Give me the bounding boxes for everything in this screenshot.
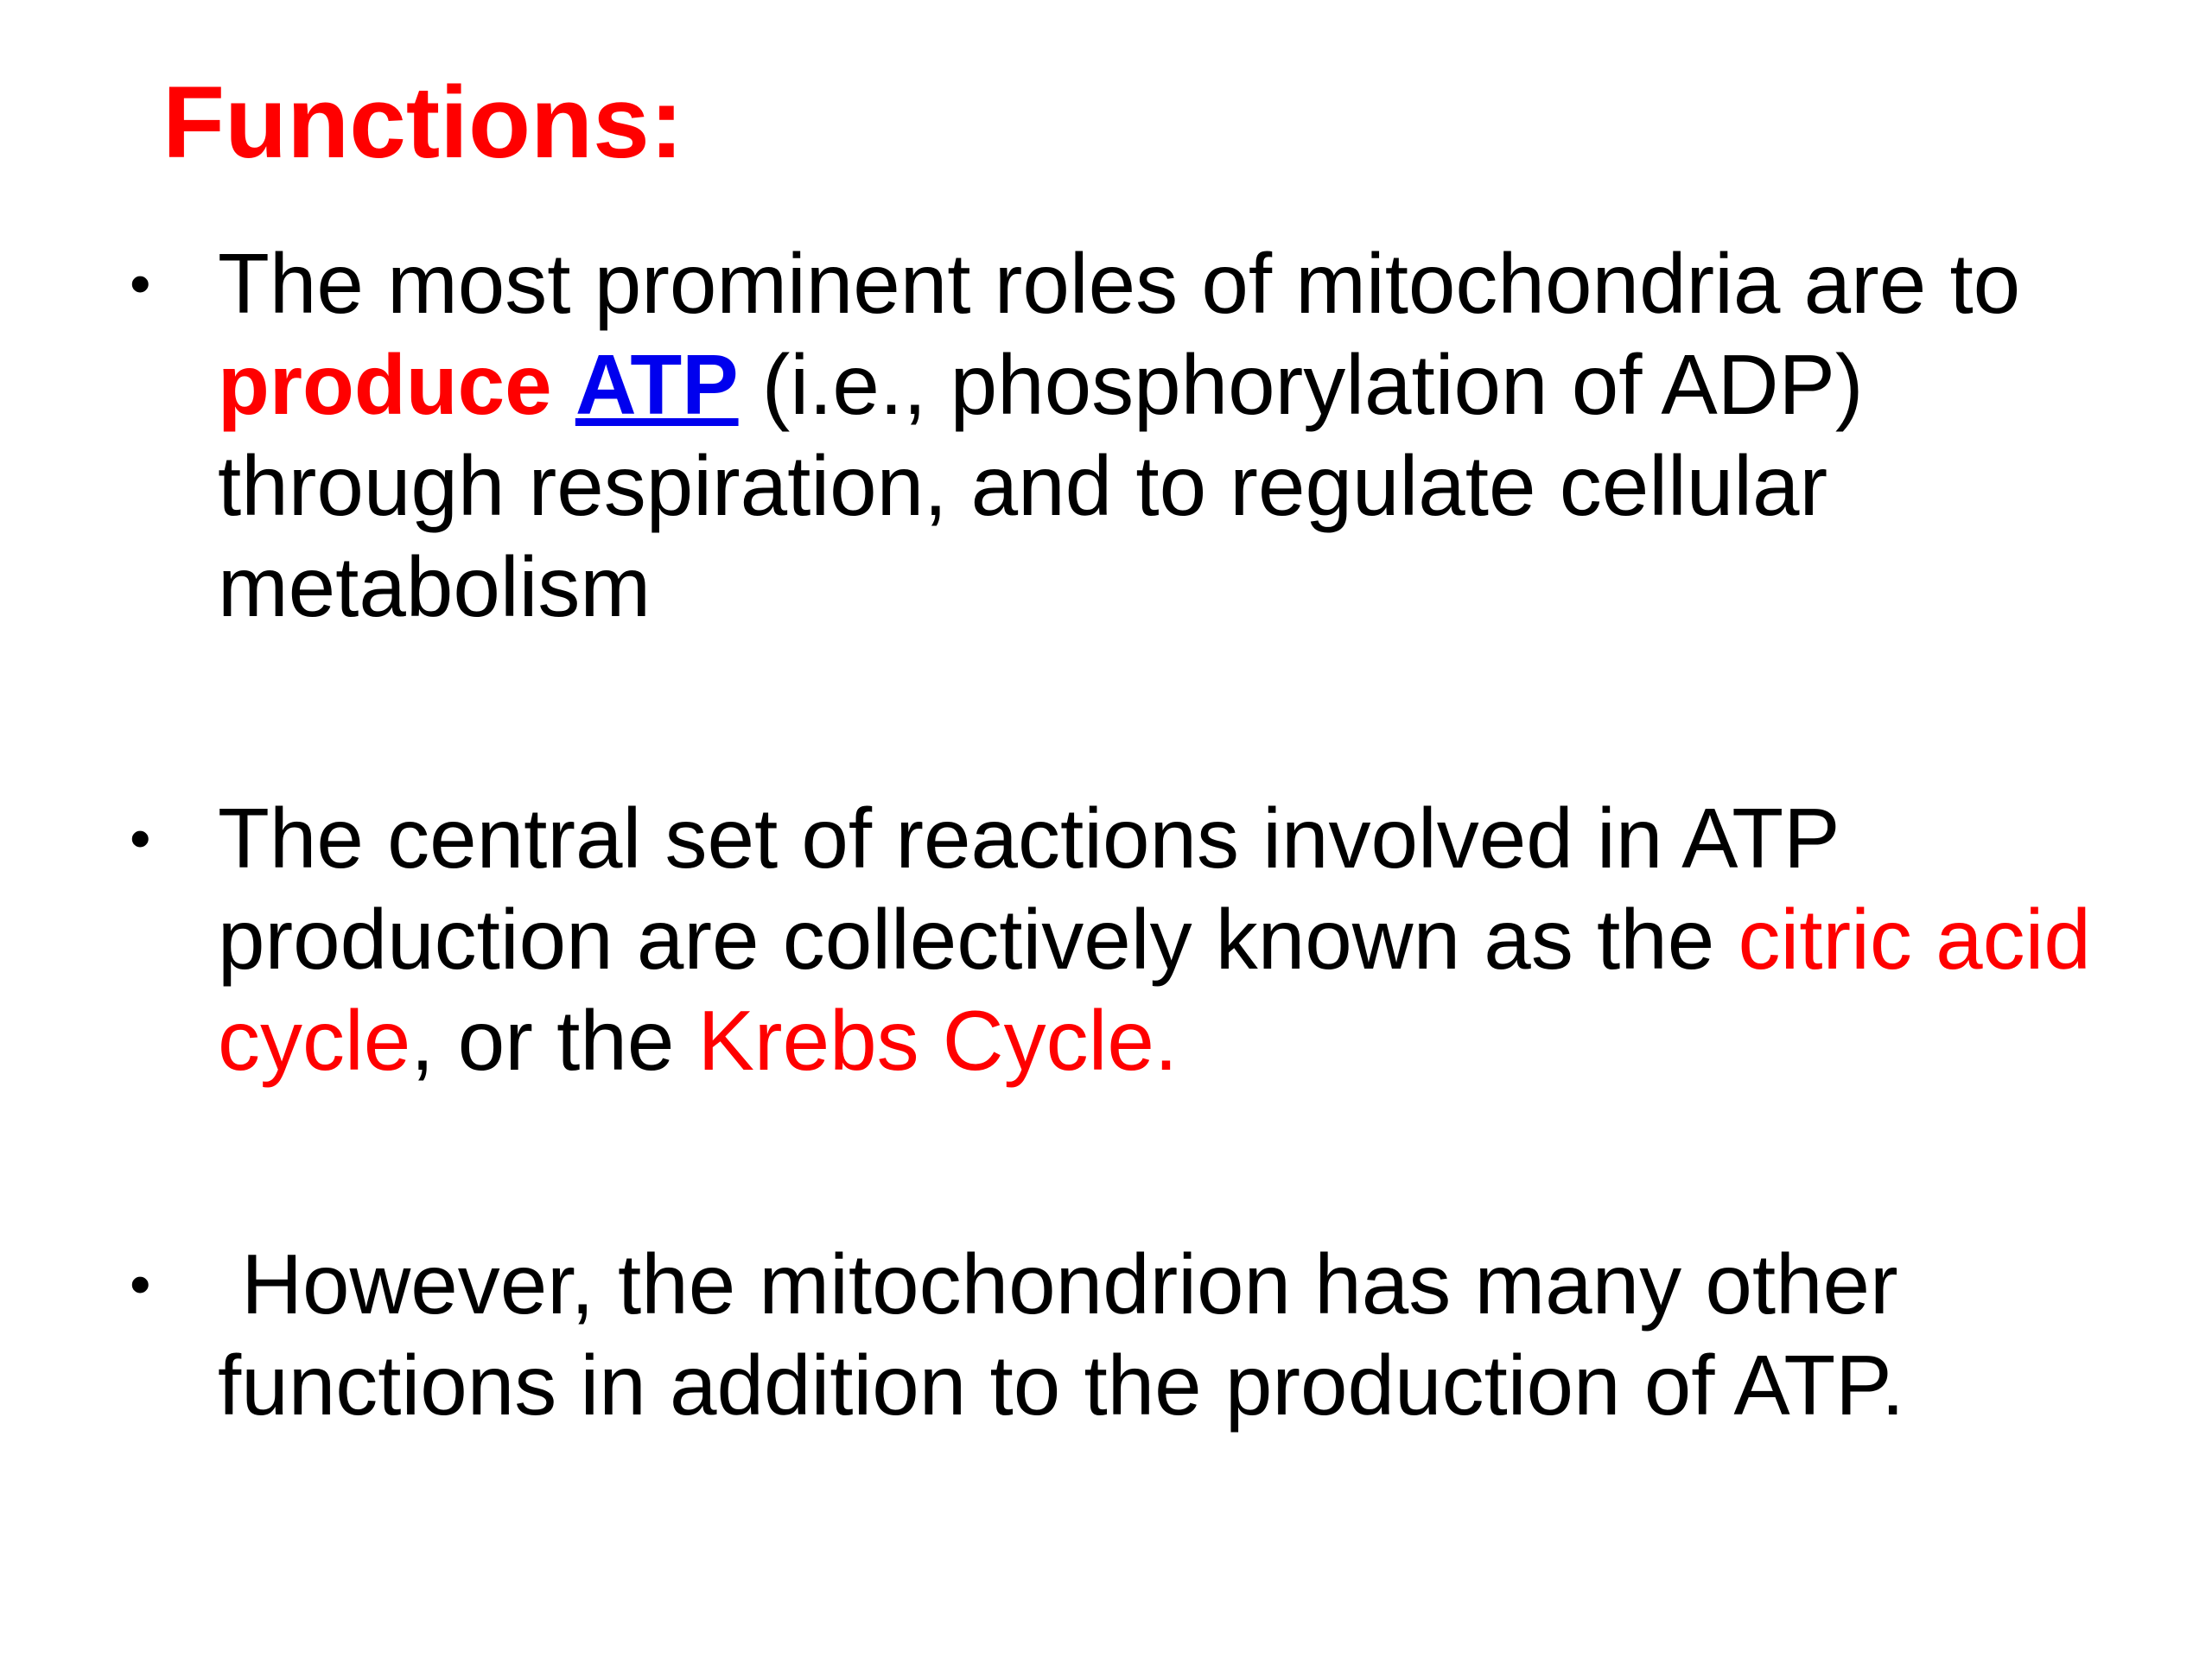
highlight-krebs-cycle: Krebs Cycle.	[697, 993, 1179, 1088]
bullet-text-segment: However, the mitochondrion has many other functions in addition to the production of ATP.	[218, 1236, 1922, 1433]
bullet-text	[218, 233, 2127, 638]
atp-link[interactable]: ATP	[575, 337, 739, 432]
bullet-text-segment: , or the	[410, 993, 698, 1088]
bullet-text	[218, 788, 2127, 1091]
bullet-text-segment: The most prominent roles of mitochondria are to	[218, 236, 2021, 331]
bullet-text-segment: The central set of reactions involved in ATP production are collectively known as the	[218, 791, 1839, 987]
emphasis-produce: produce	[218, 337, 552, 432]
bullet-icon: •	[130, 250, 151, 317]
slide-title: Functions:	[162, 66, 684, 180]
bullet-text	[218, 1234, 2127, 1436]
bullet-text-segment: (i.e., phosphorylation of ADP) through respiration, and to regulate cellular metabolism	[218, 337, 1864, 634]
highlight-citric-acid-cycle: citric acid cycle	[218, 892, 2091, 1088]
bullet-icon: •	[130, 804, 151, 872]
bullet-icon: •	[130, 1250, 151, 1318]
